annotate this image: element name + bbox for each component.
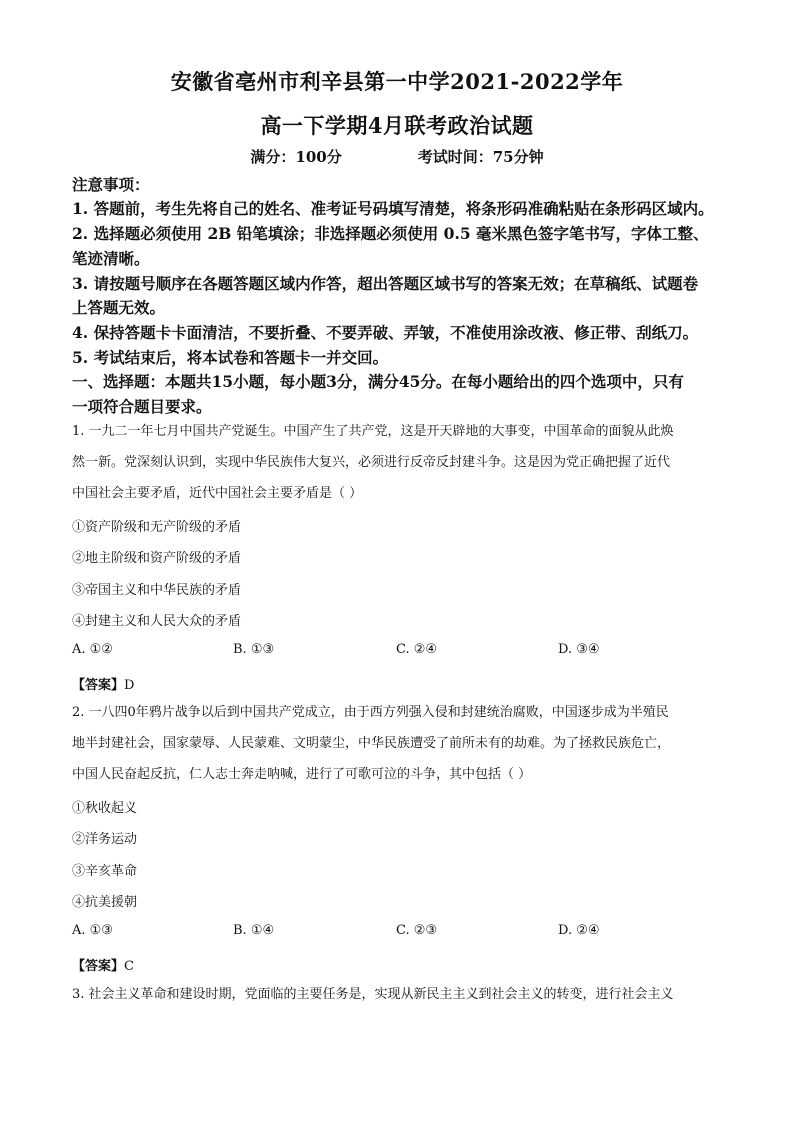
full-score: 满分：100分 [250,148,342,166]
choice-a: A. ①② [72,642,113,657]
statement-option: ②地主阶级和资产阶级的矛盾 [72,551,242,566]
answer-tag: 【答案】 [72,959,125,974]
question-text: 然一新。党深刻认识到，实现中华民族伟大复兴，必须进行反帝反封建斗争。这是因为党正确把握了近代 [72,455,671,470]
choice-c: C. ②③ [396,923,438,938]
answer-line [72,955,134,974]
question-text: 1. 一九二一年七月中国共产党诞生。中国产生了共产党，这是开天辟地的大事变，中国革命的面貌从此焕 [72,424,674,439]
choice-a: A. ①③ [72,923,113,938]
exam-meta [0,146,794,167]
question-text: 地半封建社会，国家蒙辱、人民蒙难、文明蒙尘，中华民族遭受了前所未有的劫难。为了拯救民族危亡， [72,736,671,751]
statement-option: ③辛亥革命 [72,864,138,879]
statement-option: ④抗美援朝 [72,895,138,910]
answer-value: C [124,959,134,974]
note-item: 4. 保持答题卡卡面清洁，不要折叠、不要弄破、弄皱，不准使用涂改液、修正带、刮纸刀。 [72,323,699,342]
exam-title-line1: 安徽省亳州市利辛县第一中学2021-2022学年 [170,69,624,94]
choice-b: B. ①④ [233,923,275,938]
statement-option: ①资产阶级和无产阶级的矛盾 [72,520,242,535]
note-item: 2. 选择题必须使用 2B 铅笔填涂；非选择题必须使用 0.5 毫米黑色签字笔书写，字体工整、 [72,224,709,243]
answer-choices [72,923,732,943]
note-item: 1. 答题前，考生先将自己的姓名、准考证号码填写清楚，将条形码准确粘贴在条形码区域内。 [72,199,714,218]
choice-c: C. ②④ [396,642,438,657]
exam-title-line2: 高一下学期4月联考政治试题 [260,113,534,138]
answer-value: D [124,678,135,693]
answer-line [72,674,134,693]
question-text: 3. 社会主义革命和建设时期，党面临的主要任务是，实现从新民主主义到社会主义的转变，进行社会主义 [72,987,674,1002]
statement-option: ②洋务运动 [72,832,138,847]
exam-time: 考试时间：75分钟 [417,148,544,166]
choice-d: D. ②④ [558,923,600,938]
note-item: 上答题无效。 [72,298,166,317]
section-heading: 一、选择题：本题共15小题，每小题3分，满分45分。在每小题给出的四个选项中，只有 [72,372,684,391]
answer-choices [72,642,732,662]
note-item: 5. 考试结束后，将本试卷和答题卡一并交回。 [72,348,389,367]
note-item: 3. 请按题号顺序在各题答题区域内作答，超出答题区域书写的答案无效；在草稿纸、试题卷 [72,274,699,293]
choice-b: B. ①③ [233,642,275,657]
question-text: 中国社会主要矛盾，近代中国社会主要矛盾是（ ） [72,486,363,501]
choice-d: D. ③④ [558,642,600,657]
question-text: 中国人民奋起反抗，仁人志士奔走呐喊，进行了可歌可泣的斗争，其中包括（ ） [72,767,532,782]
statement-option: ④封建主义和人民大众的矛盾 [72,614,242,629]
notes-heading: 注意事项： [72,175,150,194]
statement-option: ①秋收起义 [72,801,138,816]
answer-tag: 【答案】 [72,678,125,693]
section-heading-cont: 一项符合题目要求。 [72,397,212,416]
question-text: 2. 一八四0年鸦片战争以后到中国共产党成立，由于西方列强入侵和封建统治腐败，中国逐步成为半殖民 [72,705,669,720]
statement-option: ③帝国主义和中华民族的矛盾 [72,583,242,598]
note-item: 笔迹清晰。 [72,249,150,268]
